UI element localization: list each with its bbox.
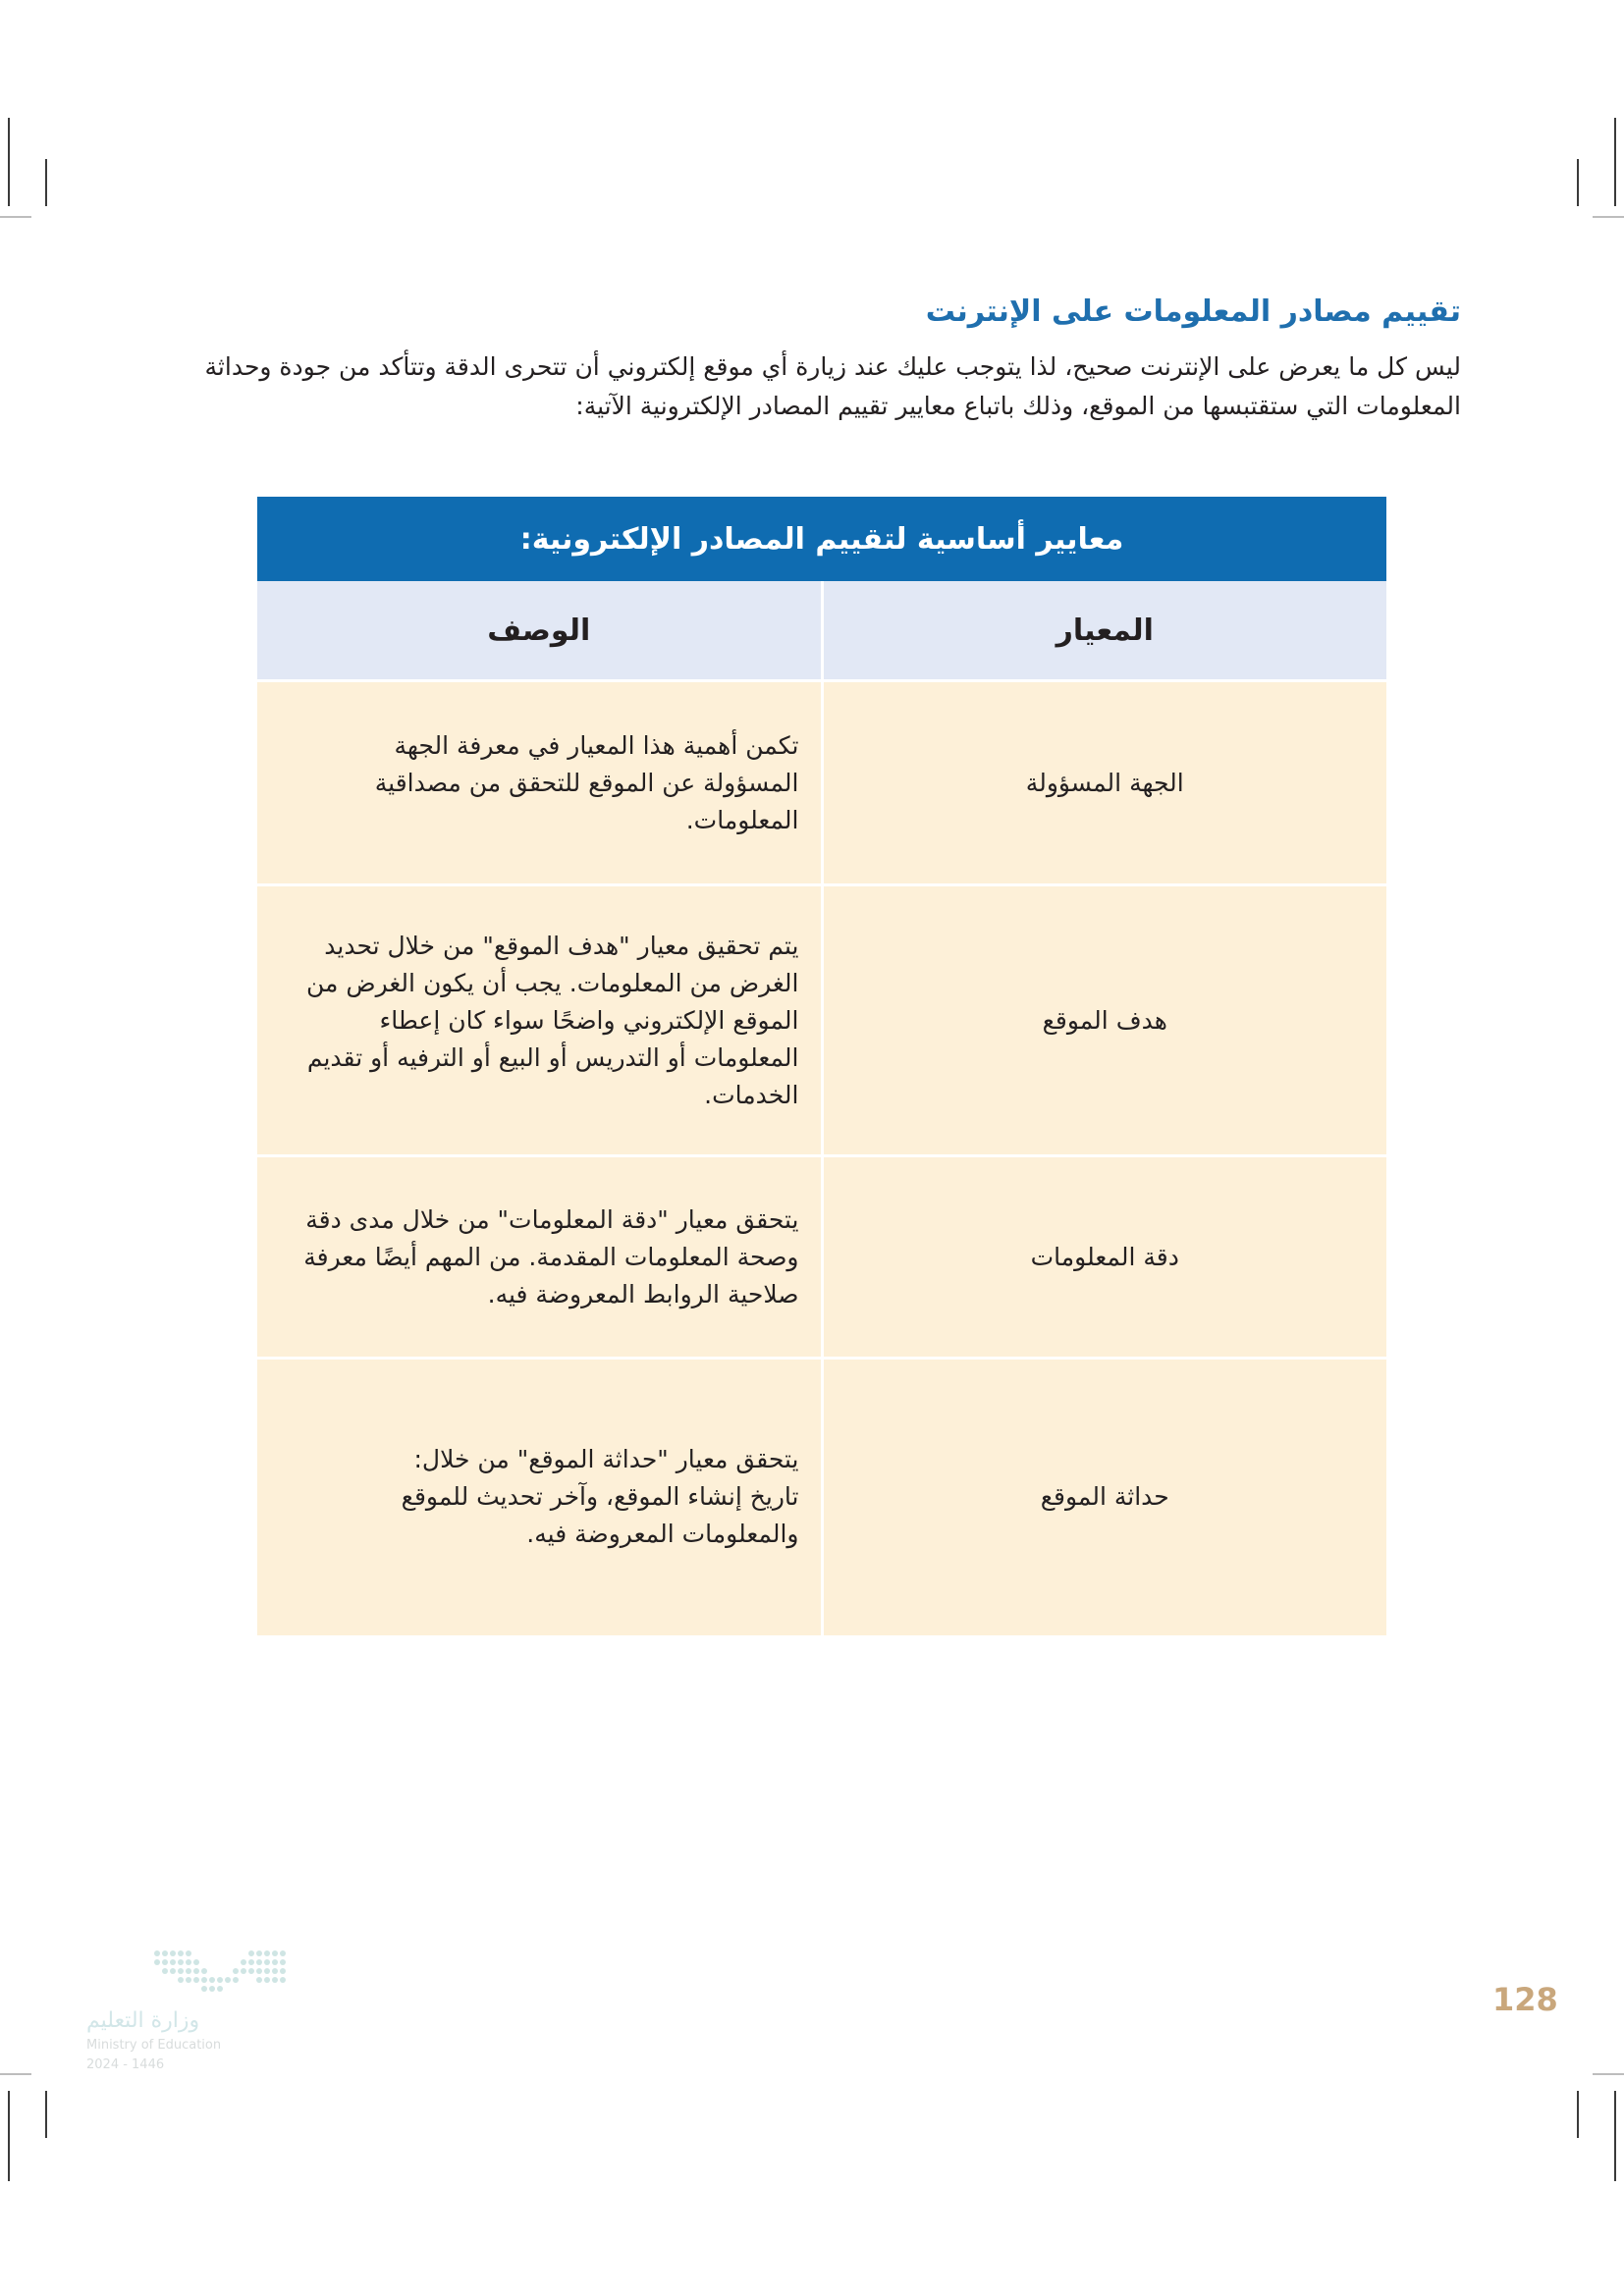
- intro-paragraph: ليس كل ما يعرض على الإنترنت صحيح، لذا يتوجب عليك عند زيارة أي موقع إلكتروني أن تتحرى الدقة وتتأكد من جودة وحداثة المعلومات التي ستقتبسها من الموقع، وذلك باتباع معايير تقييم المصادر الإلكترونية الآتية:: [204, 352, 1461, 420]
- crop-mark: [0, 2073, 31, 2075]
- criterion-cell: هدف الموقع: [822, 885, 1386, 1156]
- crop-mark: [45, 2091, 47, 2138]
- table-caption: معايير أساسية لتقييم المصادر الإلكترونية:: [257, 497, 1386, 581]
- page-number: 128: [1492, 1981, 1558, 2018]
- description-line: يتحقق معيار "حداثة الموقع" من خلال:: [413, 1445, 799, 1474]
- table-row: [257, 1156, 1386, 1359]
- ministry-logo: [86, 1944, 312, 2081]
- column-header-description: الوصف: [257, 581, 822, 681]
- table-row: [257, 1359, 1386, 1635]
- criterion-cell: الجهة المسؤولة: [822, 681, 1386, 885]
- criterion-cell: دقة المعلومات: [822, 1156, 1386, 1359]
- crop-mark: [0, 216, 31, 218]
- column-header-criterion: المعيار: [822, 581, 1386, 681]
- ministry-year: 2024 - 1446: [86, 2057, 165, 2072]
- crop-mark: [1577, 2091, 1579, 2138]
- crop-mark: [1593, 216, 1624, 218]
- description-cell: [257, 1359, 822, 1635]
- crop-mark: [1577, 159, 1579, 206]
- crop-mark: [1593, 2073, 1624, 2075]
- ministry-name-english: Ministry of Education: [86, 2038, 222, 2053]
- description-line: تاريخ إنشاء الموقع، وآخر تحديث للموقع والمعلومات المعروضة فيه.: [401, 1482, 799, 1549]
- table-row: [257, 885, 1386, 1156]
- ministry-logo-icon: [151, 1944, 298, 1999]
- crop-mark: [1614, 2091, 1616, 2181]
- section-title: تقييم مصادر المعلومات على الإنترنت: [925, 294, 1461, 329]
- criteria-table: [257, 497, 1386, 1635]
- description-cell: يتحقق معيار "دقة المعلومات" من خلال مدى دقة وصحة المعلومات المقدمة. من المهم أيضًا معرفة صلاحية الروابط المعروضة فيه.: [257, 1156, 822, 1359]
- description-cell: تكمن أهمية هذا المعيار في معرفة الجهة المسؤولة عن الموقع للتحقق من مصداقية المعلومات.: [257, 681, 822, 885]
- crop-mark: [1614, 118, 1616, 206]
- ministry-name-arabic: وزارة التعليم: [86, 2008, 200, 2033]
- description-cell: يتم تحقيق معيار "هدف الموقع" من خلال تحديد الغرض من المعلومات. يجب أن يكون الغرض من الموقع الإلكتروني واضحًا سواء كان إعطاء المعلومات أو التدريس أو البيع أو الترفيه أو تقديم الخدمات.: [257, 885, 822, 1156]
- criterion-cell: حداثة الموقع: [822, 1359, 1386, 1635]
- crop-mark: [45, 159, 47, 206]
- table-row: [257, 681, 1386, 885]
- crop-mark: [8, 2091, 10, 2181]
- crop-mark: [8, 118, 10, 206]
